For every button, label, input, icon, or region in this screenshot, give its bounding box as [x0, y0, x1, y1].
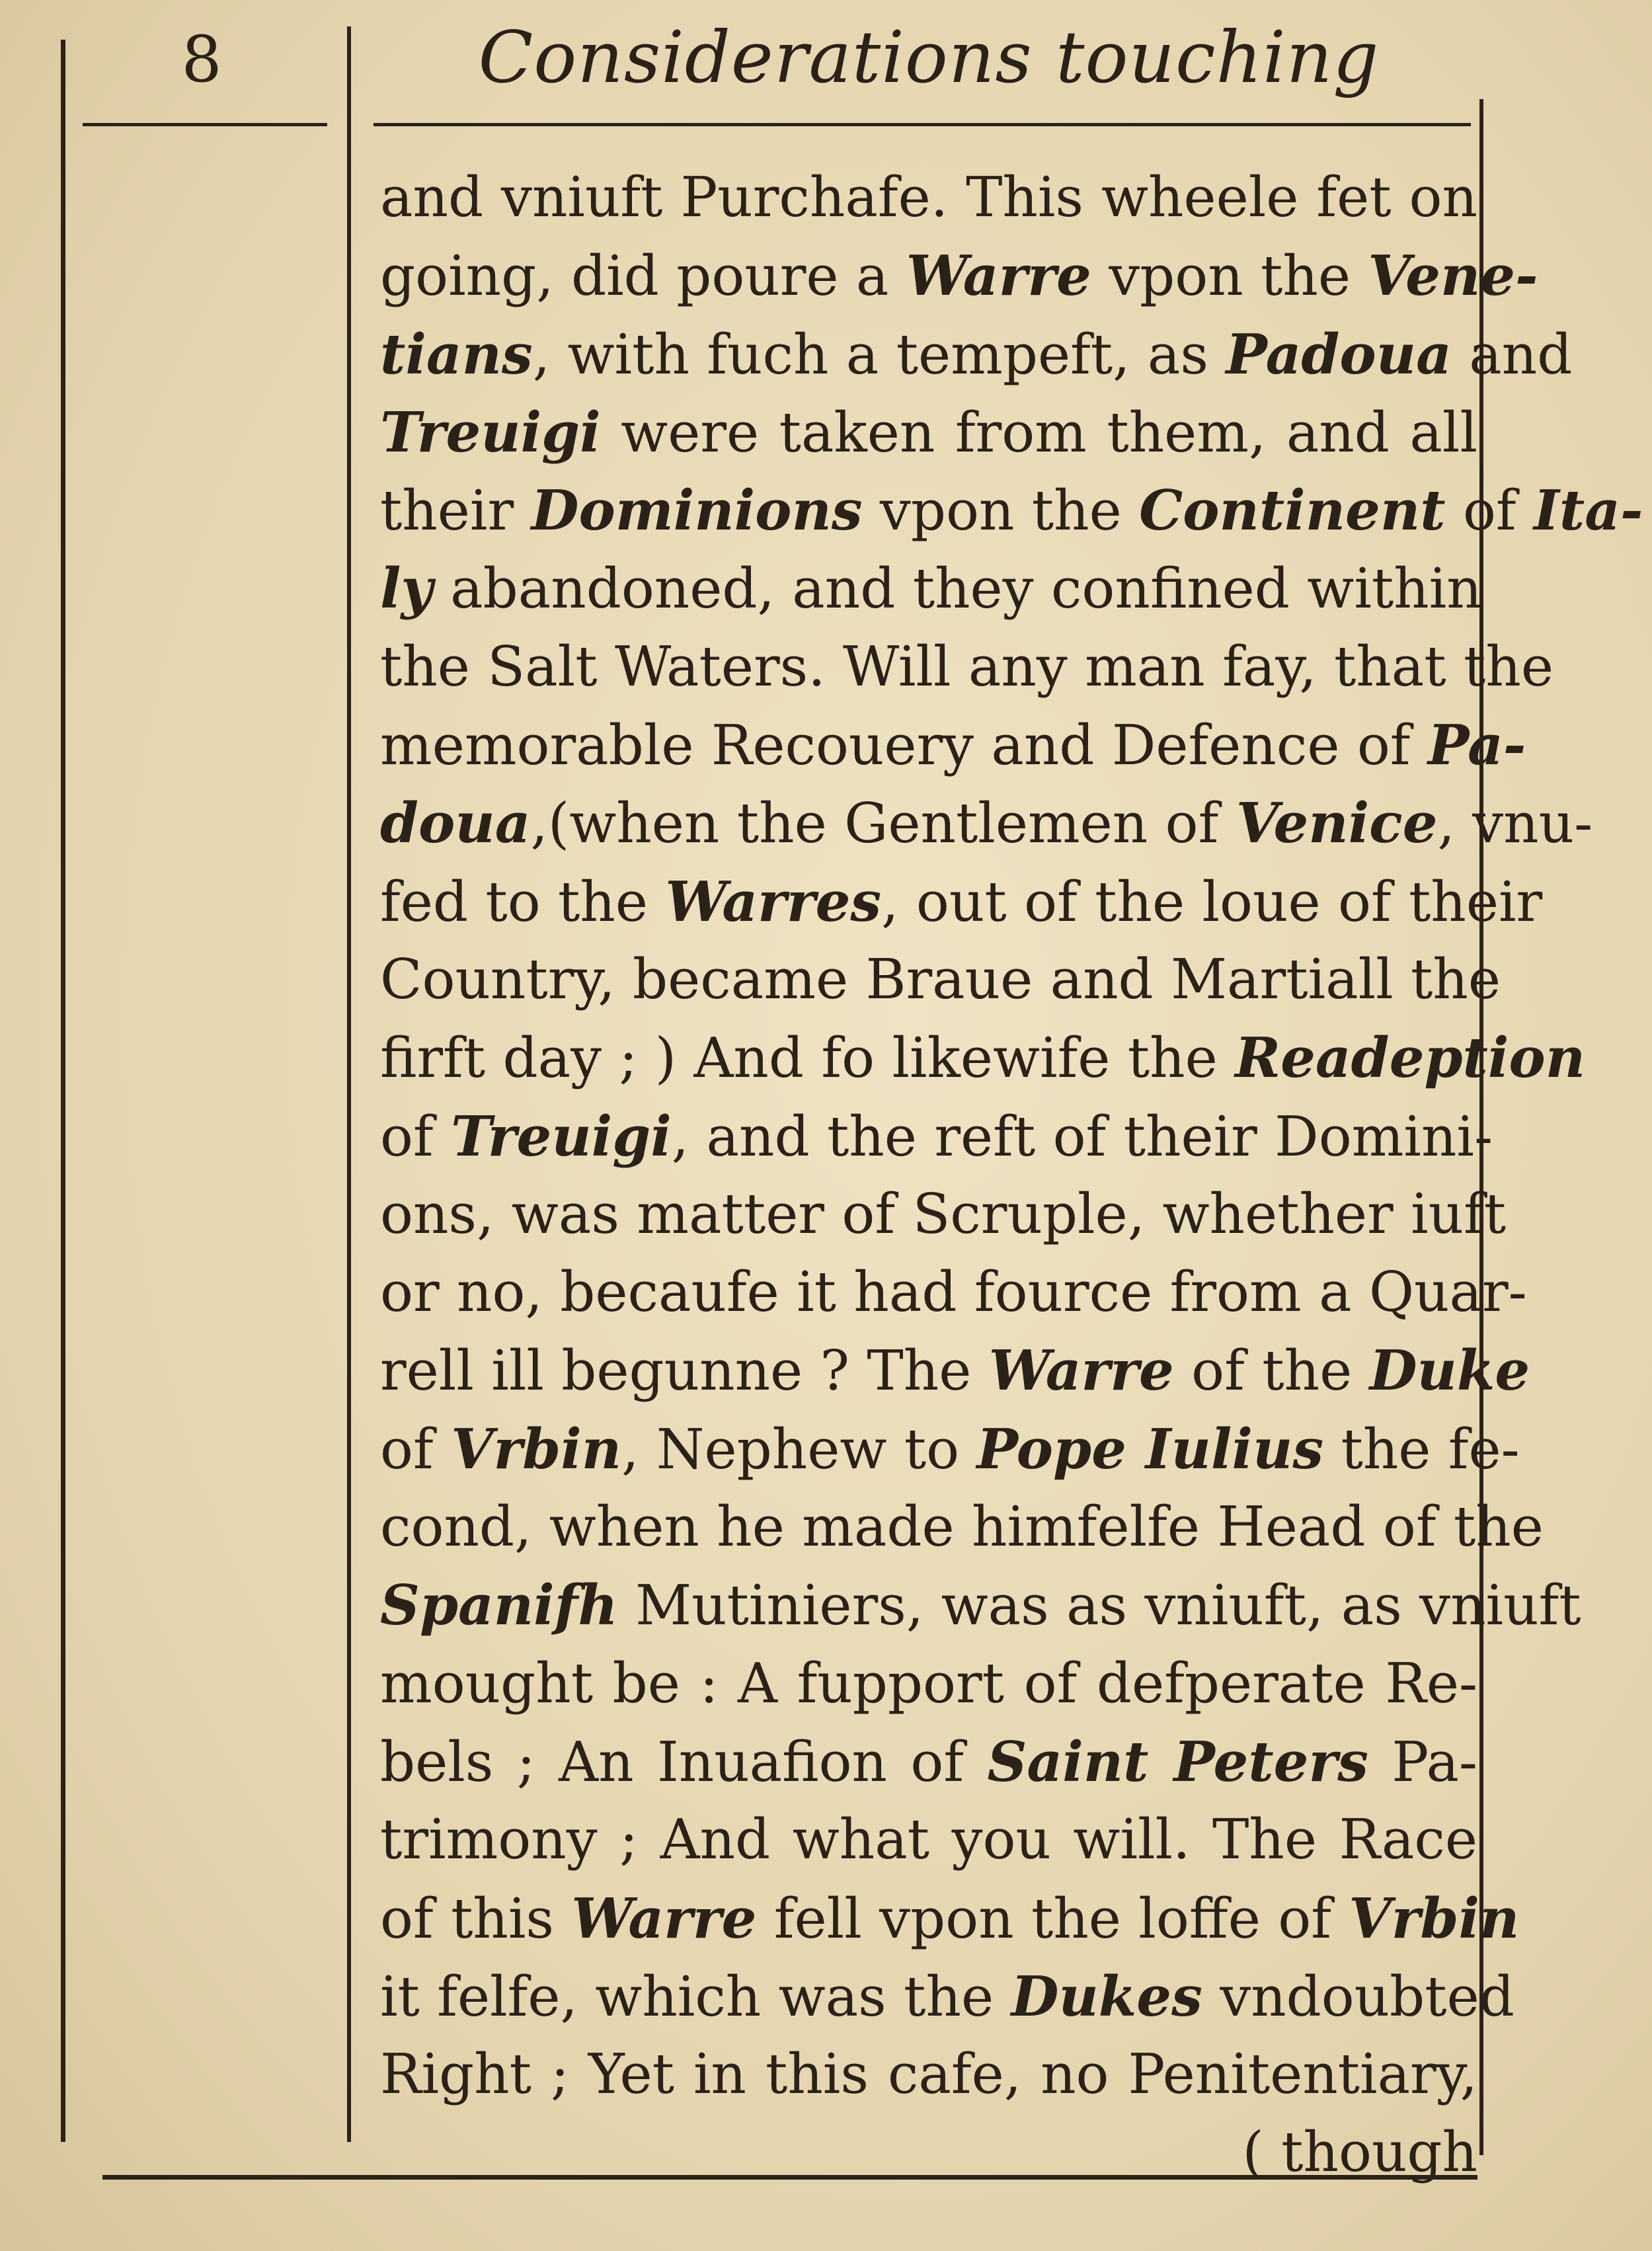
text-line — [380, 393, 1477, 471]
italic-word: tians — [380, 321, 533, 387]
text-run: , and the reft of their Domini- — [671, 1104, 1493, 1169]
italic-word: Dominions — [531, 478, 863, 543]
text-line — [380, 1566, 1581, 1644]
text-line — [380, 1645, 1477, 1723]
italic-word: Warres — [665, 869, 882, 934]
text-line — [380, 628, 1554, 706]
text-run: and — [1451, 322, 1573, 387]
text-run: vndoubted — [1202, 1964, 1514, 2029]
italic-word: Vrbin — [451, 1416, 622, 1481]
italic-word: Vene- — [1368, 243, 1538, 309]
text-line — [380, 941, 1501, 1019]
text-run: , vnu- — [1437, 791, 1593, 856]
text-run: , Nephew to — [621, 1417, 977, 1481]
text-run: ,(when the Gentlemen of — [530, 791, 1236, 856]
text-run: of the — [1173, 1339, 1370, 1403]
text-line — [380, 784, 1593, 862]
text-run: mought be : A fupport of defperate Re- — [380, 1651, 1477, 1716]
text-line — [380, 315, 1573, 393]
italic-word: Pope Iulius — [976, 1416, 1324, 1481]
text-run: Pa- — [1368, 1729, 1477, 1794]
italic-word: Saint Peters — [987, 1729, 1368, 1794]
text-run: Mutiniers, was as vniuft, as vniuft — [617, 1573, 1581, 1638]
text-line — [380, 1097, 1493, 1175]
text-run: fed to the — [380, 869, 666, 934]
text-line — [380, 237, 1538, 315]
italic-word: Venice — [1236, 791, 1438, 856]
text-run: it felfe, which was the — [380, 1964, 1011, 2029]
text-run: Country, became Braue and Martiall the — [380, 947, 1501, 1011]
text-run: firft day ; ) And fo likewife the — [380, 1026, 1236, 1091]
text-run: cond, when he made himfelfe Head of the — [380, 1495, 1544, 1560]
italic-word: Warre — [906, 243, 1091, 309]
page-number: 8 — [181, 22, 222, 97]
italic-word: Readeption — [1235, 1025, 1586, 1091]
text-run: , out of the loue of their — [881, 869, 1543, 934]
text-line — [380, 1801, 1477, 1879]
italic-word: Pa- — [1427, 713, 1526, 778]
head-rule-left — [83, 123, 327, 126]
text-run: going, did poure a — [380, 244, 906, 309]
italic-word: Spanifh — [380, 1573, 618, 1638]
text-run: of — [1445, 479, 1534, 543]
text-run: abandoned, and they confined within — [432, 557, 1482, 621]
text-run: the fe- — [1323, 1417, 1520, 1481]
text-run: rell ill begunne ? The — [380, 1339, 989, 1403]
italic-word: Vrbin — [1349, 1885, 1520, 1951]
head-rule-main — [374, 123, 1471, 126]
text-run: their — [380, 479, 531, 543]
text-line — [380, 2035, 1477, 2113]
text-run: Right ; Yet in this cafe, no Penitentiary, — [380, 2042, 1477, 2107]
text-line — [380, 1175, 1507, 1253]
text-line — [380, 1879, 1520, 1957]
margin-rule — [347, 26, 351, 2142]
italic-word: doua — [380, 791, 531, 856]
text-run: the Salt Waters. Will any man fay, that the — [380, 634, 1554, 699]
italic-word: Warre — [988, 1338, 1174, 1403]
text-line — [380, 1723, 1477, 1801]
text-run: vpon the — [1091, 244, 1368, 309]
text-run: ons, was matter of Scruple, whether iuft — [380, 1181, 1507, 1246]
text-run: , with fuch a tempeft, as — [532, 322, 1226, 387]
text-run: of — [380, 1104, 452, 1169]
body-text — [380, 159, 1643, 2192]
running-head: Considerations touching — [478, 17, 1380, 99]
italic-word: Dukes — [1011, 1963, 1202, 2029]
italic-word: Padoua — [1226, 321, 1452, 387]
text-line — [380, 471, 1643, 549]
text-line — [380, 1410, 1520, 1488]
italic-word: ly — [380, 556, 433, 621]
italic-word: Duke — [1369, 1338, 1530, 1403]
text-run: or no, becaufe it had fource from a Quar- — [380, 1260, 1527, 1325]
text-run: of — [380, 1417, 452, 1481]
outer-left-rule — [61, 40, 65, 2142]
text-line — [380, 706, 1526, 784]
text-run: vpon the — [862, 479, 1140, 543]
italic-word: Continent — [1139, 478, 1446, 543]
text-run: fell vpon the loffe of — [756, 1886, 1349, 1951]
italic-word: Treuigi — [451, 1103, 672, 1169]
text-line — [380, 1019, 1586, 1097]
text-line — [380, 549, 1482, 627]
text-line — [380, 863, 1543, 941]
text-run: memorable Recouery and Defence of — [380, 713, 1428, 778]
text-line — [380, 1253, 1527, 1331]
text-run: of this — [380, 1886, 572, 1951]
text-line — [380, 1331, 1530, 1409]
italic-word: Treuigi — [380, 399, 601, 465]
text-run: trimony ; And what you will. The Race — [380, 1807, 1477, 1872]
text-line — [380, 1957, 1514, 2035]
text-line — [380, 159, 1477, 237]
text-run: bels ; An Inuafion of — [380, 1729, 988, 1794]
italic-word: Ita- — [1534, 478, 1643, 543]
italic-word: Warre — [571, 1885, 757, 1951]
text-run: ( though — [1242, 2120, 1477, 2185]
text-run: and vniuft Purchafe. This wheele fet on — [380, 165, 1477, 229]
text-line — [380, 1488, 1544, 1566]
text-line — [380, 2113, 1477, 2192]
text-run: were taken from them, and all — [600, 400, 1477, 465]
